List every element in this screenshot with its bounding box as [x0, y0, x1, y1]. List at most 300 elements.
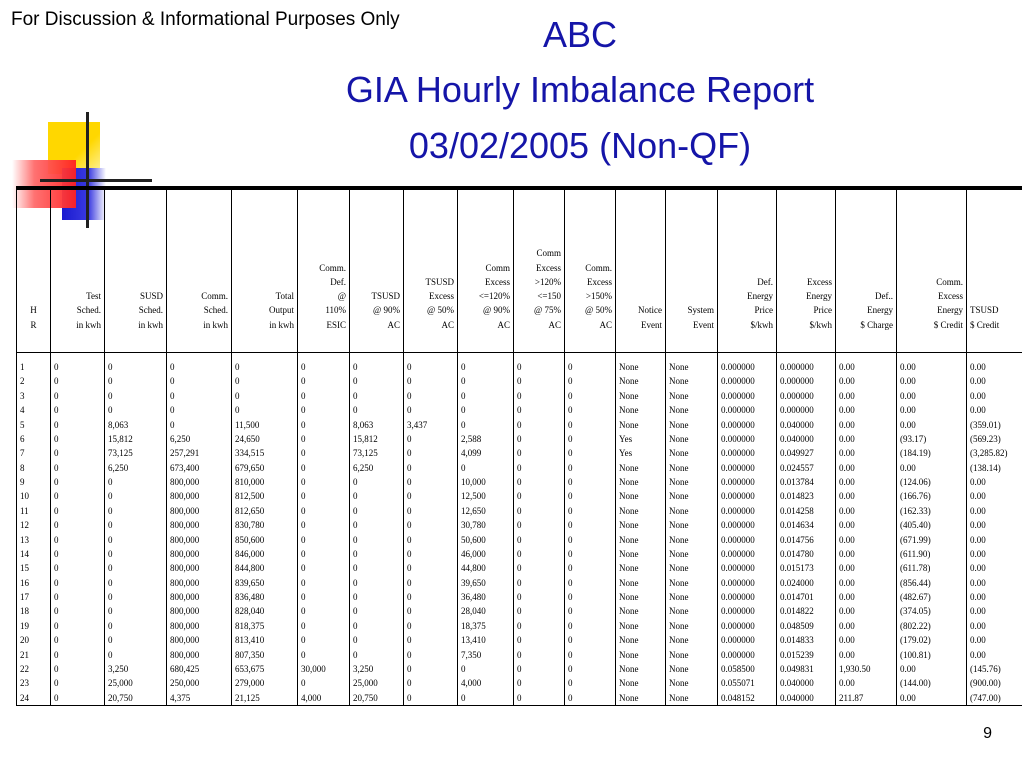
table-cell: 0 [235, 362, 240, 372]
table-cell: 0 [54, 362, 59, 372]
table-cell: 0.000000 [721, 477, 755, 487]
table-cell: 0.00 [839, 462, 855, 473]
table-cell: 0.00 [839, 577, 855, 588]
table-cell: None [669, 448, 689, 459]
table-cell: 0 [407, 362, 412, 372]
table-cell: 0 [407, 692, 412, 703]
table-cell: (482.67) [900, 592, 931, 602]
table-cell: 0 [517, 548, 522, 559]
table-cell: 0.000000 [780, 362, 814, 372]
table-cell: 0 [353, 520, 358, 531]
table-cell: 0 [517, 477, 522, 487]
table-cell: 46,000 [461, 548, 486, 559]
table-cell: 0.014701 [780, 592, 814, 602]
table-cell: 0.000000 [780, 405, 814, 416]
table-cell: 0.014780 [780, 548, 814, 559]
table-cell: 15 [20, 563, 29, 574]
table-cell: 0 [568, 419, 573, 430]
table-cell: 0.00 [839, 548, 855, 559]
table-cell: None [619, 462, 639, 473]
table-cell: None [669, 577, 689, 588]
table-cell: 5 [20, 419, 25, 430]
table-cell: 0 [108, 620, 113, 631]
col-header-system-event: System Event [666, 188, 718, 353]
table-cell: 73,125 [353, 448, 378, 459]
table-cell: 0 [517, 649, 522, 660]
col-header-comm-excess-credit: Comm. Excess Energy $ Credit [897, 188, 967, 353]
table-cell: 0.00 [839, 390, 855, 401]
table-cell: 0 [568, 620, 573, 631]
table-cell: (162.33) [900, 505, 931, 516]
table-cell: 0 [353, 376, 358, 387]
table-cell: 0.00 [900, 376, 916, 387]
table-cell: 0 [108, 606, 113, 617]
table-cell: 0 [54, 592, 59, 602]
table-cell: 0 [461, 692, 466, 703]
col-notice-event-values [616, 353, 666, 706]
table-cell: Yes [619, 448, 633, 459]
table-cell: 0 [54, 491, 59, 502]
table-cell: 0 [407, 563, 412, 574]
table-cell: 0.00 [839, 678, 855, 689]
table-cell: 0 [568, 376, 573, 387]
table-cell: None [669, 362, 689, 372]
table-cell: 800,000 [170, 606, 200, 617]
table-cell: 0.049927 [780, 448, 814, 459]
table-cell: 0 [301, 505, 306, 516]
table-cell: 0 [353, 505, 358, 516]
table-cell: 0.00 [839, 520, 855, 531]
table-cell: 0 [407, 405, 412, 416]
table-cell: 0 [301, 649, 306, 660]
table-cell: 0 [108, 390, 113, 401]
table-cell: (144.00) [900, 678, 931, 689]
table-cell: 0.000000 [721, 635, 755, 646]
col-header-def-energy-charge: Def.. Energy $ Charge [836, 188, 897, 353]
col-comm-sched-values [167, 353, 232, 706]
table-cell: 850,600 [235, 534, 265, 545]
table-cell: 0.00 [900, 462, 916, 473]
table-cell: 0 [54, 577, 59, 588]
table-cell: 0 [407, 477, 412, 487]
table-cell: 846,000 [235, 548, 265, 559]
table-cell: 0.014822 [780, 606, 814, 617]
table-cell: 13,410 [461, 635, 486, 646]
table-cell: 0 [54, 692, 59, 703]
table-cell: 0.00 [900, 362, 916, 372]
table-cell: 2 [20, 376, 25, 387]
table-cell: 0 [517, 505, 522, 516]
table-cell: 0 [517, 390, 522, 401]
table-cell: 0 [108, 649, 113, 660]
table-header-row [17, 188, 1023, 353]
table-cell: 0 [108, 405, 113, 416]
table-cell: 0.00 [970, 520, 986, 531]
table-cell: 0 [301, 678, 306, 689]
table-cell: None [669, 548, 689, 559]
table-cell: 812,650 [235, 505, 265, 516]
table-cell: (611.78) [900, 563, 931, 574]
table-cell: (405.40) [900, 520, 931, 531]
table-cell: 836,480 [235, 592, 265, 602]
table-cell: 0.048152 [721, 692, 755, 703]
table-cell: 0 [301, 620, 306, 631]
table-cell: 0.00 [970, 491, 986, 502]
table-cell: (145.76) [970, 663, 1001, 674]
table-cell: 0 [170, 405, 175, 416]
table-cell: 0 [301, 390, 306, 401]
table-cell: 0.00 [970, 390, 986, 401]
table-cell: None [619, 692, 639, 703]
table-cell: 0 [517, 405, 522, 416]
table-cell: 830,780 [235, 520, 265, 531]
table-cell: 0 [407, 505, 412, 516]
table-cell: 0 [407, 534, 412, 545]
table-cell: 8,063 [353, 419, 374, 430]
table-cell: 680,425 [170, 663, 200, 674]
table-cell: 6,250 [353, 462, 374, 473]
table-cell: 0 [301, 534, 306, 545]
report-date-title: 03/02/2005 (Non-QF) [408, 125, 752, 166]
col-header-hour: H R [17, 188, 51, 353]
col-def-energy-price-values [718, 353, 777, 706]
table-cell: (802.22) [900, 620, 931, 631]
table-cell: 0.00 [839, 448, 855, 459]
table-cell: 0.000000 [721, 448, 755, 459]
table-cell: 0 [568, 448, 573, 459]
table-cell: 0 [108, 520, 113, 531]
table-cell: 0 [235, 405, 240, 416]
disclaimer-text: For Discussion & Informational Purposes Only [11, 9, 400, 30]
table-cell: 0.000000 [721, 362, 755, 372]
table-cell: 0.015239 [780, 649, 814, 660]
table-cell: 4,099 [461, 448, 482, 459]
table-cell: 0.00 [970, 405, 986, 416]
table-cell: 0.00 [970, 505, 986, 516]
table-cell: 6,250 [108, 462, 129, 473]
table-cell: 0 [54, 548, 59, 559]
table-cell: 0.00 [839, 376, 855, 387]
col-system-event-values [666, 353, 718, 706]
table-cell: 0.013784 [780, 477, 814, 487]
table-cell: 0.000000 [721, 433, 755, 444]
table-cell: 9 [20, 477, 25, 487]
table-cell: 3,437 [407, 419, 428, 430]
table-cell: 807,350 [235, 649, 265, 660]
table-cell: 0 [108, 577, 113, 588]
imbalance-report-table [16, 187, 1022, 706]
table-cell: 653,675 [235, 663, 265, 674]
table-cell: 0 [170, 376, 175, 387]
table-cell: 3,250 [353, 663, 374, 674]
table-cell: None [619, 678, 639, 689]
table-cell: None [669, 462, 689, 473]
table-cell: 0 [108, 376, 113, 387]
report-company-title: ABC [542, 14, 618, 55]
table-cell: 25,000 [108, 678, 133, 689]
table-cell: 0 [301, 462, 306, 473]
col-header-comm-excess-over-150: Comm. Excess >150% @ 50% AC [565, 188, 616, 353]
table-cell: 0 [301, 419, 306, 430]
table-cell: 0 [353, 620, 358, 631]
table-cell: 0 [407, 491, 412, 502]
table-cell: (856.44) [900, 577, 931, 588]
table-cell: 12,500 [461, 491, 486, 502]
table-cell: 0 [353, 534, 358, 545]
table-cell: 0 [54, 376, 59, 387]
table-cell: None [619, 548, 639, 559]
table-cell: (569.23) [970, 433, 1001, 444]
page-number: 9 [983, 725, 992, 742]
table-cell: 24,650 [235, 433, 260, 444]
table-cell: 0.00 [970, 376, 986, 387]
col-header-comm-excess-150: Comm Excess >120% <=150 @ 75% AC [514, 188, 565, 353]
table-cell: None [619, 520, 639, 531]
table-cell: 334,515 [235, 448, 265, 459]
table-cell: 0 [108, 592, 113, 602]
table-data-row [17, 353, 1023, 706]
table-cell: 0 [235, 390, 240, 401]
table-cell: 0 [517, 534, 522, 545]
table-cell: 0 [407, 433, 412, 444]
table-cell: 0 [353, 362, 358, 372]
table-cell: 0.000000 [721, 592, 755, 602]
table-cell: 0 [353, 563, 358, 574]
table-cell: 0.00 [970, 362, 986, 372]
table-cell: 0.000000 [721, 491, 755, 502]
table-cell: 0 [301, 592, 306, 602]
table-cell: 0.000000 [721, 505, 755, 516]
table-cell: 0 [461, 419, 466, 430]
table-cell: 0 [54, 635, 59, 646]
col-total-output-values [232, 353, 298, 706]
table-cell: 0.00 [839, 419, 855, 430]
col-tsusd-90-values [350, 353, 404, 706]
table-cell: 0.00 [900, 663, 916, 674]
table-cell: 0.000000 [721, 462, 755, 473]
table-cell: 0.024000 [780, 577, 814, 588]
table-cell: 8,063 [108, 419, 129, 430]
table-cell: None [619, 620, 639, 631]
table-cell: 0 [407, 548, 412, 559]
table-cell: 44,800 [461, 563, 486, 574]
table-cell: 0 [407, 635, 412, 646]
table-cell: 15,812 [353, 433, 378, 444]
table-cell: 800,000 [170, 520, 200, 531]
table-cell: 30,000 [301, 663, 326, 674]
col-comm-def-esic-values [298, 353, 350, 706]
col-tsusd-excess-50-values [404, 353, 458, 706]
table-cell: 800,000 [170, 477, 200, 487]
table-cell: None [669, 606, 689, 617]
table-cell: 0 [108, 548, 113, 559]
table-cell: 0 [54, 563, 59, 574]
table-cell: 0 [407, 376, 412, 387]
table-cell: None [669, 663, 689, 674]
table-cell: 812,500 [235, 491, 265, 502]
table-cell: 0.058500 [721, 663, 755, 674]
table-cell: 0.014823 [780, 491, 814, 502]
table-cell: 211.87 [839, 692, 864, 703]
table-cell: 0 [517, 433, 522, 444]
table-cell: 0 [568, 692, 573, 703]
table-cell: 0 [301, 577, 306, 588]
table-cell: 0 [353, 635, 358, 646]
table-cell: 0 [517, 448, 522, 459]
table-cell: None [669, 649, 689, 660]
table-cell: 0.00 [970, 592, 986, 602]
table-cell: 0 [54, 448, 59, 459]
table-cell: 279,000 [235, 678, 265, 689]
table-cell: 50,600 [461, 534, 486, 545]
table-cell: 0 [568, 405, 573, 416]
table-cell: 0 [353, 592, 358, 602]
table-cell: 0.040000 [780, 419, 814, 430]
table-cell: None [619, 491, 639, 502]
table-cell: 0.014258 [780, 505, 814, 516]
table-cell: 0 [517, 663, 522, 674]
table-cell: 0.000000 [721, 577, 755, 588]
table-cell: 257,291 [170, 448, 200, 459]
table-cell: 21,125 [235, 692, 260, 703]
table-cell: 11 [20, 505, 29, 516]
col-header-comm-sched: Comm. Sched. in kwh [167, 188, 232, 353]
table-cell: 800,000 [170, 649, 200, 660]
col-header-comm-def-esic: Comm. Def. @ 110% ESIC [298, 188, 350, 353]
table-cell: 0 [353, 405, 358, 416]
table-cell: 0.000000 [780, 390, 814, 401]
table-cell: (359.01) [970, 419, 1001, 430]
table-cell: 0 [54, 419, 59, 430]
table-cell: 0 [568, 534, 573, 545]
col-header-test-sched: Test Sched. in kwh [51, 188, 105, 353]
table-cell: 0 [568, 462, 573, 473]
table-cell: 0 [301, 405, 306, 416]
table-cell: None [669, 678, 689, 689]
table-cell: Yes [619, 433, 633, 444]
table-cell: 0.00 [900, 692, 916, 703]
table-cell: 0 [54, 663, 59, 674]
table-cell: 0 [301, 433, 306, 444]
table-cell: (93.17) [900, 433, 927, 444]
table-cell: 0 [54, 606, 59, 617]
table-cell: 0.000000 [721, 419, 755, 430]
table-cell: 0.024557 [780, 462, 814, 473]
table-cell: 0 [353, 390, 358, 401]
table-cell: 0 [108, 491, 113, 502]
table-cell: None [669, 592, 689, 602]
table-cell: 0 [54, 678, 59, 689]
table-cell: 16 [20, 577, 29, 588]
table-cell: 0.00 [900, 390, 916, 401]
table-cell: 0 [568, 477, 573, 487]
table-cell: 0 [568, 491, 573, 502]
table-cell: 0.00 [839, 534, 855, 545]
table-cell: 0.00 [970, 649, 986, 660]
table-cell: 0.00 [839, 635, 855, 646]
table-cell: None [619, 419, 639, 430]
table-cell: None [619, 505, 639, 516]
table-cell: 0.049831 [780, 663, 814, 674]
table-cell: None [669, 390, 689, 401]
table-cell: (166.76) [900, 491, 931, 502]
col-header-notice-event: Notice Event [616, 188, 666, 353]
table-cell: 0 [108, 563, 113, 574]
table-cell: 0 [301, 477, 306, 487]
table-cell: 1,930.50 [839, 663, 871, 674]
table-cell: 0 [353, 649, 358, 660]
table-cell: 0 [54, 477, 59, 487]
table-cell: 0.040000 [780, 692, 814, 703]
table-cell: 0 [568, 678, 573, 689]
table-cell: 800,000 [170, 577, 200, 588]
table-cell: 0.000000 [721, 520, 755, 531]
table-cell: 28,040 [461, 606, 486, 617]
table-cell: 0 [407, 390, 412, 401]
table-cell: 0 [517, 563, 522, 574]
table-cell: None [619, 649, 639, 660]
table-cell: 0 [108, 534, 113, 545]
table-cell: 800,000 [170, 548, 200, 559]
table-cell: 4,000 [461, 678, 482, 689]
col-comm-excess-120-values [458, 353, 514, 706]
table-cell: 11,500 [235, 419, 260, 430]
table-cell: (184.19) [900, 448, 931, 459]
table-cell: 7 [20, 448, 25, 459]
table-cell: 0.00 [839, 649, 855, 660]
table-cell: 0.00 [970, 477, 986, 487]
table-cell: 839,650 [235, 577, 265, 588]
table-cell: 0.040000 [780, 678, 814, 689]
table-cell: 0 [407, 462, 412, 473]
table-cell: 23 [20, 678, 29, 689]
table-cell: (124.06) [900, 477, 931, 487]
table-cell: 0 [170, 419, 175, 430]
table-cell: 0.040000 [780, 433, 814, 444]
table-cell: 0 [54, 620, 59, 631]
table-cell: 0.00 [900, 419, 916, 430]
table-cell: 844,800 [235, 563, 265, 574]
table-cell: 0 [568, 563, 573, 574]
table-cell: 0.00 [839, 620, 855, 631]
table-cell: 0.000000 [721, 534, 755, 545]
table-cell: None [669, 405, 689, 416]
table-cell: 0 [108, 505, 113, 516]
table-cell: 679,650 [235, 462, 265, 473]
col-hour-values [17, 353, 51, 706]
table-cell: None [619, 563, 639, 574]
table-cell: 20 [20, 635, 29, 646]
table-cell: 0.00 [839, 362, 855, 372]
table-cell: 3,250 [108, 663, 129, 674]
table-cell: 10 [20, 491, 29, 502]
table-cell: 0.000000 [721, 563, 755, 574]
table-cell: 21 [20, 649, 29, 660]
table-cell: 0 [407, 448, 412, 459]
report-title: GIA Hourly Imbalance Report [345, 69, 815, 110]
table-cell: 20,750 [353, 692, 378, 703]
table-cell: (179.02) [900, 635, 931, 646]
table-cell: 12 [20, 520, 29, 531]
table-cell: 14 [20, 548, 29, 559]
table-cell: 818,375 [235, 620, 265, 631]
table-cell: 0.00 [839, 606, 855, 617]
table-cell: 0 [301, 548, 306, 559]
table-cell: 0 [301, 491, 306, 502]
col-comm-excess-150-values [514, 353, 565, 706]
table-cell: 2,588 [461, 433, 482, 444]
table-cell: 0.000000 [721, 405, 755, 416]
